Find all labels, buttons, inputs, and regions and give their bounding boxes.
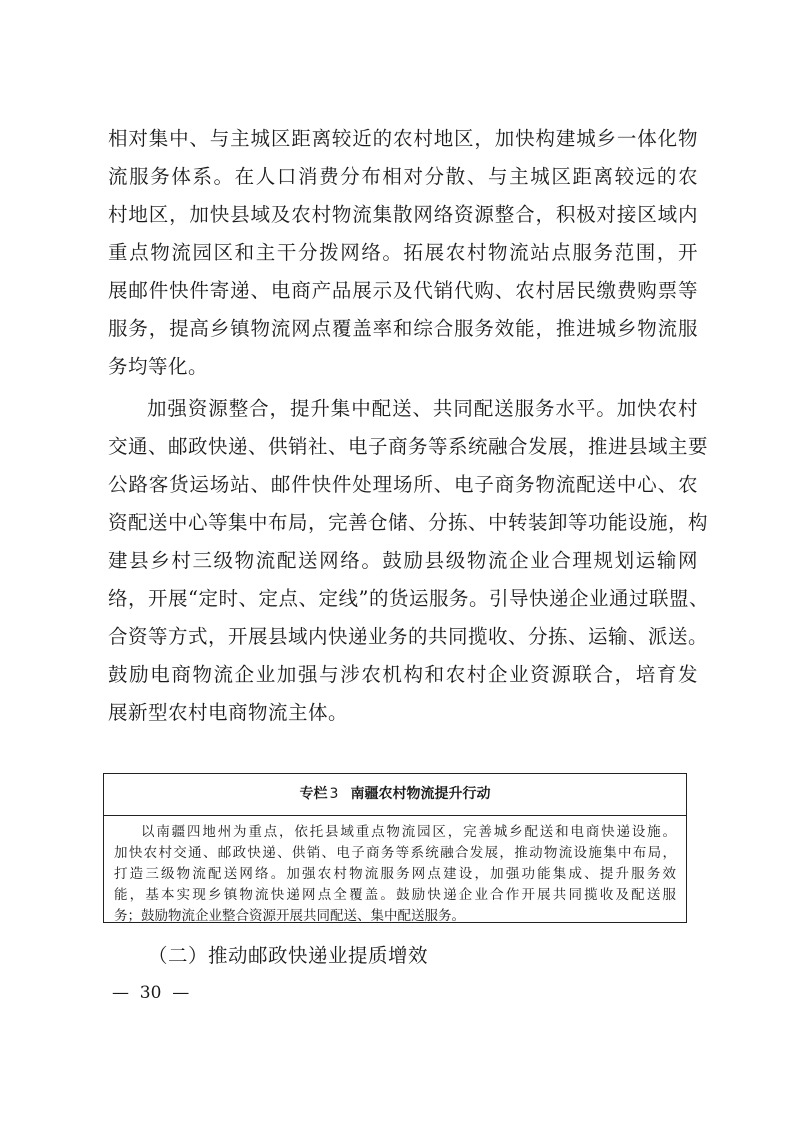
paragraph-line: 服务，提高乡镇物流网点覆盖率和综合服务效能，推进城乡物流服 <box>108 317 698 340</box>
paragraph-line: 加强资源整合，提升集中配送、共同配送服务水平。加快农村 <box>147 397 698 420</box>
column-box-title <box>104 774 686 816</box>
paragraph-line: 鼓励电商物流企业加强与涉农机构和农村企业资源联合，培育发 <box>108 663 698 686</box>
paragraph-line: 流服务体系。在人口消费分布相对分散、与主城区距离较远的农 <box>108 165 698 188</box>
column-box-body <box>104 816 686 927</box>
column-box-number: 3 <box>329 786 339 802</box>
paragraph-line: 相对集中、与主城区距离较近的农村地区，加快构建城乡一体化物 <box>108 127 698 150</box>
paragraph-line: 资配送中心等集中布局，完善仓储、分拣、中转装卸等功能设施，构 <box>108 511 709 534</box>
paragraph-line: 重点物流园区和主干分拨网络。拓展农村物流站点服务范围，开 <box>108 241 698 264</box>
paragraph-line: 络，开展“定时、定点、定线”的货运服务。引导快递企业通过联盟、 <box>108 587 709 610</box>
column-box-label: 专栏 <box>299 786 328 802</box>
column-box-line: 能，基本实现乡镇物流快递网点全覆盖。鼓励快递企业合作开展共同揽收及配送服 <box>114 887 676 903</box>
column-box <box>103 773 687 923</box>
paragraph-line: 展邮件快件寄递、电商产品展示及代销代购、农村居民缴费购票等 <box>108 279 698 302</box>
paragraph-2 <box>108 390 709 732</box>
column-box-line: 打造三级物流配送网络。加强农村物流服务网点建设，加强功能集成、提升服务效 <box>114 866 676 882</box>
column-box-heading: 南疆农村物流提升行动 <box>350 786 491 802</box>
paragraph-line: 展新型农村电商物流主体。 <box>108 701 349 724</box>
paragraph-line: 交通、邮政快递、供销社、电子商务等系统融合发展，推进县域主要 <box>108 435 709 458</box>
paragraph-line: 建县乡村三级物流配送网络。鼓励县级物流企业合理规划运输网 <box>108 549 698 572</box>
paragraph-1 <box>108 120 698 386</box>
paragraph-line: 村地区，加快县域及农村物流集散网络资源整合，积极对接区域内 <box>108 203 698 226</box>
page-number: — 30 — <box>112 983 190 1003</box>
paragraph-line: 合资等方式，开展县域内快递业务的共同揽收、分拣、运输、派送。 <box>108 625 709 648</box>
paragraph-line: 务均等化。 <box>108 355 209 378</box>
column-box-line: 务；鼓励物流企业整合资源开展共同配送、集中配送服务。 <box>114 908 465 924</box>
section-heading: （二）推动邮政快递业提质增效 <box>148 944 429 967</box>
body-text <box>108 120 709 732</box>
column-box-line: 以南疆四地州为重点，依托县域重点物流园区，完善城乡配送和电商快递设施。 <box>141 824 676 840</box>
column-box-line: 加快农村交通、邮政快递、供销、电子商务等系统融合发展，推动物流设施集中布局， <box>114 845 676 861</box>
paragraph-line: 公路客货运场站、邮件快件处理场所、电子商务物流配送中心、农 <box>108 473 698 496</box>
